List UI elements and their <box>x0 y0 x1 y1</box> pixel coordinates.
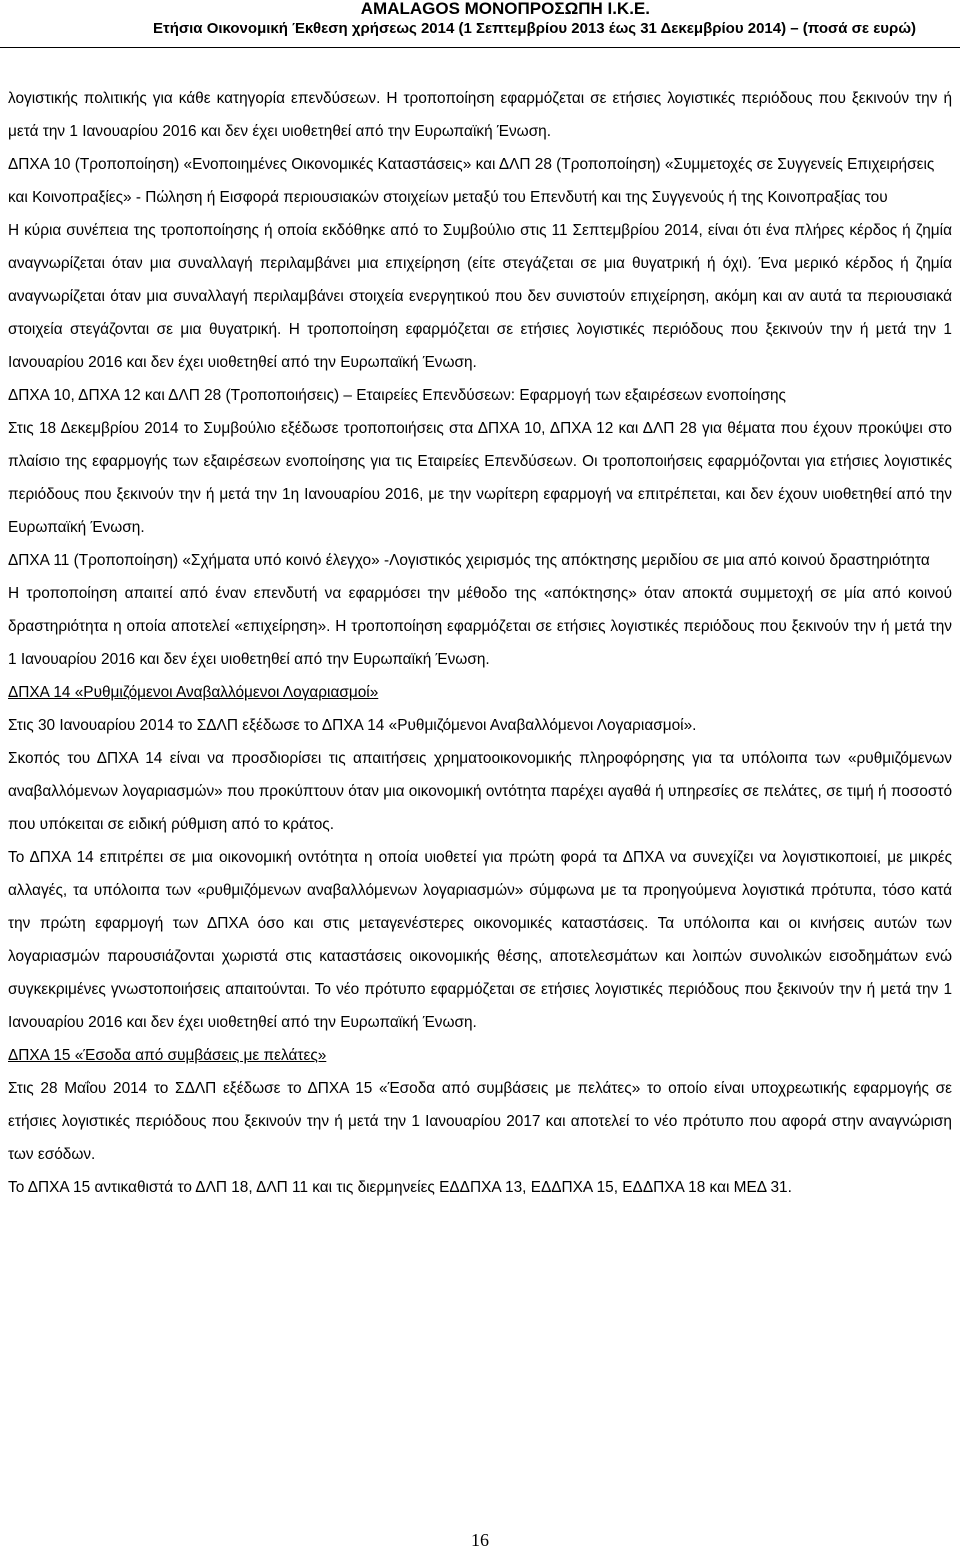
paragraph: Στις 28 Μαΐου 2014 το ΣΔΛΠ εξέδωσε το ΔΠΧΑ 15 «Έσοδα από συμβάσεις με πελάτες» το οποίο είναι υποχρεωτικής εφαρμογής σε ετήσιες λογιστικές περιόδους που ξεκινούν την ή μετά την 1 Ιανουαρίου 2017 και αποτελεί το νέο πρότυπο που αφορά στην αναγνώριση των εσόδων. <box>8 1080 952 1163</box>
paragraph: Η κύρια συνέπεια της τροποποίησης ή οποία εκδόθηκε από το Συμβούλιο στις 11 Σεπτεμβρίου 2014, είναι ότι ένα πλήρες κέρδος ή ζημία αναγνωρίζεται όταν μια συναλλαγή περιλαμβάνει μια επιχείρηση (είτε στεγάζεται σε μια θυγατρική ή όχι). Ένα μερικό κέρδος ή ζημία αναγνωρίζεται όταν μια συναλλαγή περιλαμβάνει στοιχεία ενεργητικού που δεν συνιστούν επιχείρηση, ακόμη και αν αυτά τα περιουσιακά στοιχεία στεγάζονται σε μια θυγατρική. Η τροποποίηση εφαρμόζεται σε ετήσιες λογιστικές περιόδους που ξεκινούν την ή μετά την 1 Ιανουαρίου 2016 και δεν έχει υιοθετηθεί από την Ευρωπαϊκή Ένωση. <box>8 222 952 371</box>
header-divider <box>0 47 960 48</box>
page-header <box>0 0 960 50</box>
paragraph: Στις 30 Ιανουαρίου 2014 το ΣΔΛΠ εξέδωσε το ΔΠΧΑ 14 «Ρυθμιζόμενοι Αναβαλλόμενοι Λογαριασμοί». <box>8 717 697 734</box>
paragraph: λογιστικής πολιτικής για κάθε κατηγορία επενδύσεων. Η τροποποίηση εφαρμόζεται σε ετήσιες λογιστικές περιόδους που ξεκινούν την ή μετά την 1 Ιανουαρίου 2016 και δεν έχει υιοθετηθεί από την Ευρωπαϊκή Ένωση. <box>8 90 952 140</box>
paragraph: Η τροποποίηση απαιτεί από έναν επενδυτή να εφαρμόσει την μέθοδο της «απόκτησης» όταν αποκτά συμμετοχή σε μία από κοινού δραστηριότητα η οποία αποτελεί «επιχείρηση». Η τροποποίηση εφαρμόζεται σε ετήσιες λογιστικές περιόδους που ξεκινούν την ή μετά την 1 Ιανουαρίου 2016 και δεν έχει υιοθετηθεί από την Ευρωπαϊκή Ένωση. <box>8 585 952 668</box>
page-number: 16 <box>471 1530 489 1550</box>
company-name: AMALAGOS ΜΟΝΟΠΡΟΣΩΠΗ Ι.Κ.Ε. <box>360 0 650 18</box>
section-heading: ΔΠΧΑ 14 «Ρυθμιζόμενοι Αναβαλλόμενοι Λογαριασμοί» <box>8 684 379 701</box>
section-heading: ΔΠΧΑ 10, ΔΠΧΑ 12 και ΔΛΠ 28 (Τροποποιήσεις) – Εταιρείες Επενδύσεων: Εφαρμογή των εξαιρέσεων ενοποίησης <box>8 387 786 404</box>
document-body <box>8 82 952 1204</box>
section-heading: ΔΠΧΑ 10 (Τροποποίηση) «Ενοποιημένες Οικονομικές Καταστάσεις» και ΔΛΠ 28 (Τροποποίηση) «Συμμετοχές σε Συγγενείς Επιχειρήσεις και Κοινοπραξίες» - Πώληση ή Εισφορά περιουσιακών στοιχείων μεταξύ του Επενδυτή και της Συγγενούς ή της Κοινοπραξίας του <box>8 156 935 206</box>
report-subtitle: Ετήσια Οικονομική Έκθεση χρήσεως 2014 (1 Σεπτεμβρίου 2013 έως 31 Δεκεμβρίου 2014) – (ποσά σε ευρώ) <box>153 20 916 37</box>
paragraph: Σκοπός του ΔΠΧΑ 14 είναι να προσδιορίσει τις απαιτήσεις χρηματοοικονομικής πληροφόρησης για τα υπόλοιπα των «ρυθμιζόμενων αναβαλλόμενων λογαριασμών» που προκύπτουν όταν μια οικονομική οντότητα παρέχει αγαθά ή υπηρεσίες σε πελάτες, σε τιμή ή ποσοστό που υπόκειται σε ειδική ρύθμιση από το κράτος. <box>8 750 952 833</box>
section-heading: ΔΠΧΑ 15 «Έσοδα από συμβάσεις με πελάτες» <box>8 1047 327 1064</box>
paragraph: Στις 18 Δεκεμβρίου 2014 το Συμβούλιο εξέδωσε τροποποιήσεις στα ΔΠΧΑ 10, ΔΠΧΑ 12 και ΔΛΠ 28 για θέματα που έχουν προκύψει στο πλαίσιο της εφαρμογής των εξαιρέσεων ενοποίησης για τις Εταιρείες Επενδύσεων. Οι τροποποιήσεις εφαρμόζονται για ετήσιες λογιστικές περιόδους που ξεκινούν την ή μετά την 1η Ιανουαρίου 2016, με την νωρίτερη εφαρμογή να επιτρέπεται, και δεν έχουν υιοθετηθεί από την Ευρωπαϊκή Ένωση. <box>8 420 952 536</box>
paragraph: Το ΔΠΧΑ 15 αντικαθιστά το ΔΛΠ 18, ΔΛΠ 11 και τις διερμηνείες ΕΔΔΠΧΑ 13, ΕΔΔΠΧΑ 15, ΕΔΔΠΧΑ 18 και ΜΕΔ 31. <box>8 1179 792 1196</box>
paragraph: Το ΔΠΧΑ 14 επιτρέπει σε μια οικονομική οντότητα η οποία υιοθετεί για πρώτη φορά τα ΔΠΧΑ να συνεχίζει να λογιστικοποιεί, με μικρές αλλαγές, τα υπόλοιπα των «ρυθμιζόμενων αναβαλλόμενων λογαριασμών» σύμφωνα με τα προηγούμενα λογιστικά πρότυπα, τόσο κατά την πρώτη εφαρμογή των ΔΠΧΑ όσο και στις μεταγενέστερες οικονομικές καταστάσεις. Τα υπόλοιπα και οι κινήσεις αυτών των λογαριασμών παρουσιάζονται χωριστά στις καταστάσεις οικονομικής θέσης, αποτελεσμάτων και λοιπών συνολικών εισοδημάτων ενώ συγκεκριμένες γνωστοποιήσεις απαιτούνται. Το νέο πρότυπο εφαρμόζεται σε ετήσιες λογιστικές περιόδους που ξεκινούν την ή μετά την 1 Ιανουαρίου 2016 και δεν έχει υιοθετηθεί από την Ευρωπαϊκή Ένωση. <box>8 849 952 1031</box>
section-heading: ΔΠΧΑ 11 (Τροποποίηση) «Σχήματα υπό κοινό έλεγχο» -Λογιστικός χειρισμός της απόκτησης μεριδίου σε μια από κοινού δραστηριότητα <box>8 552 930 569</box>
